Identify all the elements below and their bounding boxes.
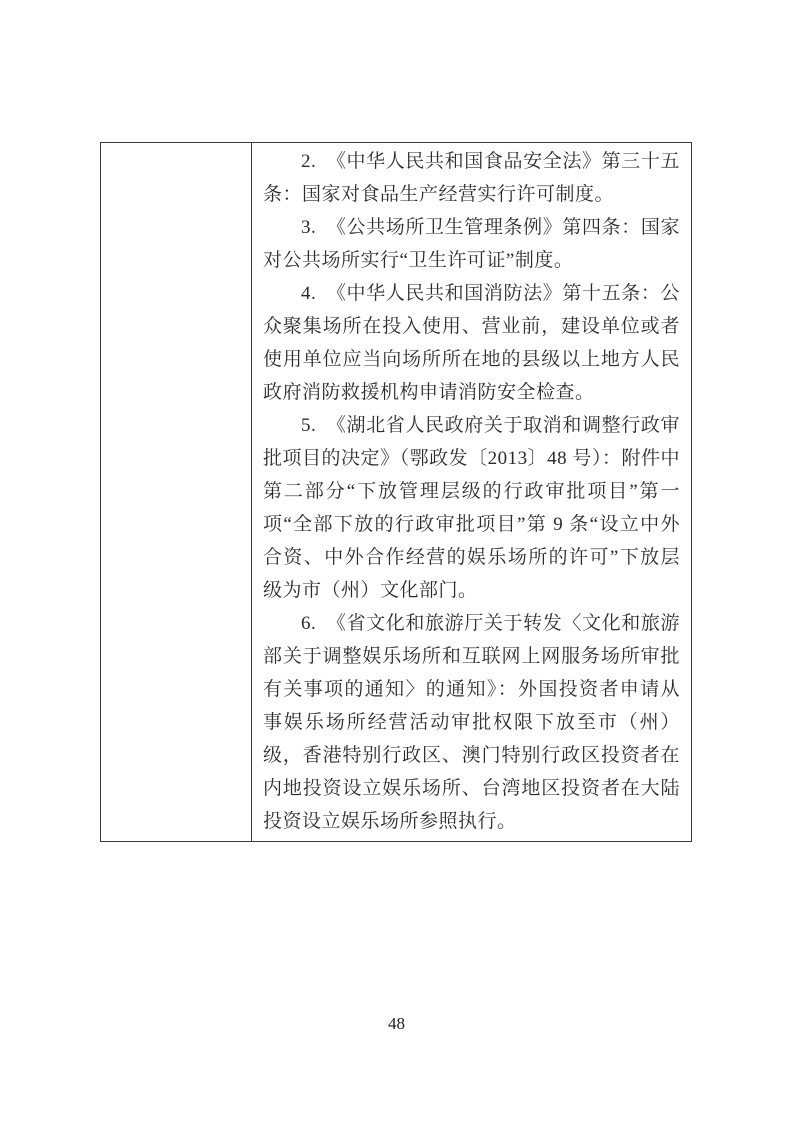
item-number: 4. xyxy=(301,283,317,304)
legal-item-hubei-gov-decision xyxy=(263,409,680,607)
page-number: 48 xyxy=(388,1014,405,1033)
legal-basis-cell xyxy=(252,143,691,841)
item-text: 《省文化和旅游厅关于转发〈文化和旅游部关于调整娱乐场所和互联网上网服务场所审批有关事项的通知〉的通知》：外国投资者申请从事娱乐场所经营活动审批权限下放至市（州）级，香港特别行政区、澳门特别行政区投资者在内地投资设立娱乐场所、台湾地区投资者在大陆投资设立娱乐场所参照执行。 xyxy=(263,613,680,832)
item-text: 《湖北省人民政府关于取消和调整行政审批项目的决定》（鄂政发〔2013〕48 号）：附件中第二部分“下放管理层级的行政审批项目”第一项“全部下放的行政审批项目”第 9 条“设立中外合资、中外合作经营的娱乐场所的许可”下放层级为市（州）文化部门。 xyxy=(263,415,680,601)
empty-category-cell xyxy=(101,143,252,841)
item-text: 《中华人民共和国消防法》第十五条：公众聚集场所在投入使用、营业前，建设单位或者使用单位应当向场所所在地的县级以上地方人民政府消防救援机构申请消防安全检查。 xyxy=(263,283,680,403)
legal-item-food-safety-law xyxy=(263,145,680,211)
item-text: 《中华人民共和国食品安全法》第三十五条：国家对食品生产经营实行许可制度。 xyxy=(263,151,680,205)
legal-item-culture-tourism-notice xyxy=(263,607,680,838)
legal-item-public-places-hygiene xyxy=(263,211,680,277)
item-number: 3. xyxy=(301,217,317,238)
content-table xyxy=(100,142,692,842)
legal-item-fire-protection-law xyxy=(263,277,680,409)
item-text: 《公共场所卫生管理条例》第四条：国家对公共场所实行“卫生许可证”制度。 xyxy=(263,217,680,271)
item-number: 5. xyxy=(301,415,317,436)
item-number: 2. xyxy=(301,151,317,172)
item-number: 6. xyxy=(301,613,317,634)
